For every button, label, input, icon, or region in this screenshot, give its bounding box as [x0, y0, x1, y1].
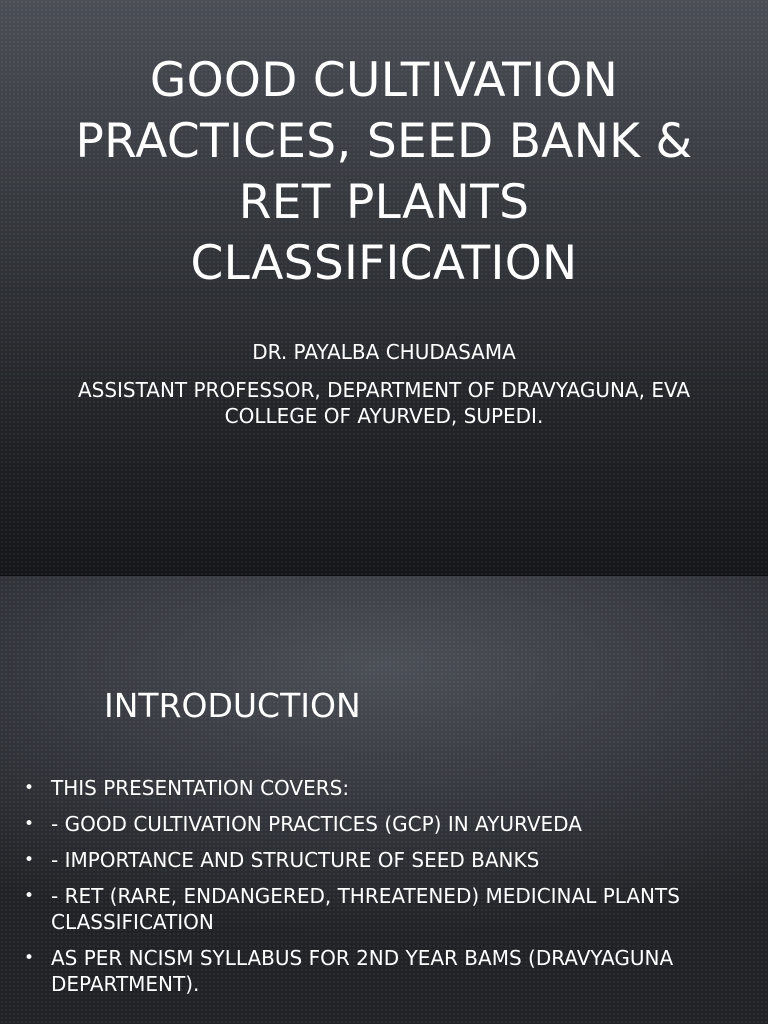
slide-heading: INTRODUCTION: [104, 686, 361, 725]
bullet-list: [24, 775, 740, 1007]
bullet-icon: •: [24, 814, 35, 834]
bullet-text: - GOOD CULTIVATION PRACTICES (GCP) IN AYURVEDA: [51, 812, 582, 836]
bullet-icon: •: [24, 850, 35, 870]
bullet-icon: •: [24, 778, 35, 798]
bullet-item: [24, 945, 740, 997]
bullet-text: - RET (RARE, ENDANGERED, THREATENED) MEDICINAL PLANTS: [51, 884, 680, 908]
bullet-item: [24, 847, 740, 873]
bullet-item: [24, 883, 740, 935]
bullet-item: [24, 775, 740, 801]
bullet-text: THIS PRESENTATION COVERS:: [51, 776, 350, 800]
affiliation-line: COLLEGE OF AYURVED, SUPEDI.: [224, 404, 544, 428]
affiliation-line: ASSISTANT PROFESSOR, DEPARTMENT OF DRAVYAGUNA, EVA: [77, 378, 691, 402]
title-line: CLASSIFICATION: [190, 236, 578, 291]
bullet-text: DEPARTMENT).: [51, 972, 200, 996]
bullet-icon: •: [24, 886, 35, 906]
author-affiliation: [20, 377, 748, 429]
bullet-text: - IMPORTANCE AND STRUCTURE OF SEED BANKS: [51, 848, 540, 872]
bullet-text: AS PER NCISM SYLLABUS FOR 2ND YEAR BAMS (DRAVYAGUNA: [51, 946, 674, 970]
bullet-icon: •: [24, 948, 35, 968]
title-line: RET PLANTS: [238, 175, 530, 230]
introduction-slide: [0, 576, 768, 1024]
author-name: DR. PAYALBA CHUDASAMA: [252, 340, 516, 364]
slide-title: [30, 50, 738, 294]
bullet-item: [24, 811, 740, 837]
title-line: GOOD CULTIVATION: [149, 53, 619, 108]
bullet-text: CLASSIFICATION: [51, 910, 214, 934]
title-line: PRACTICES, SEED BANK &: [75, 114, 693, 169]
